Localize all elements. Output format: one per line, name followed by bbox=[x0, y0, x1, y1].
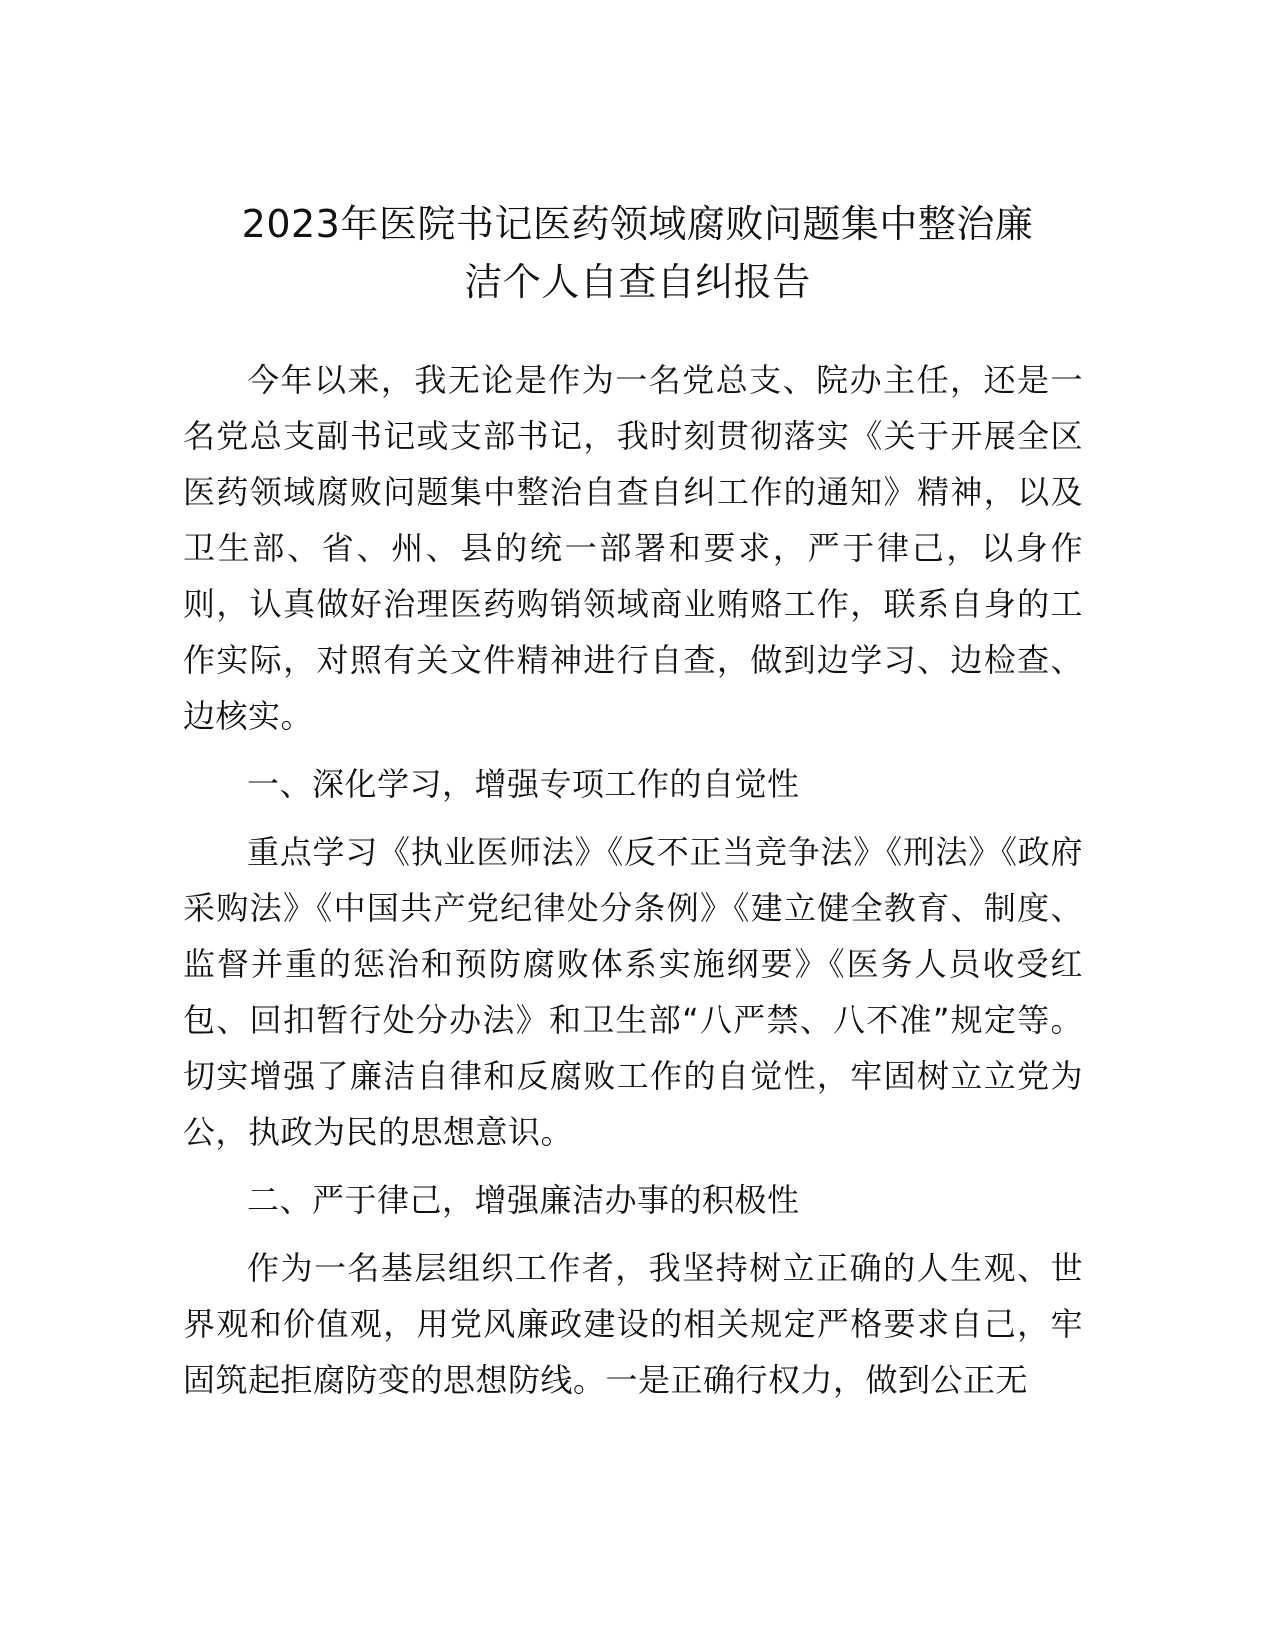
document-title bbox=[150, 195, 1125, 311]
title-line-1: 2023年医院书记医药领域腐败问题集中整治廉 bbox=[241, 202, 1034, 246]
title-line-2: 洁个人自查自纠报告 bbox=[464, 260, 811, 304]
section-2-paragraph: 作为一名基层组织工作者，我坚持树立正确的人生观、世界观和价值观，用党风廉政建设的相关规定严格要求自己，牢固筑起拒腐防变的思想防线。一是正确行权力，做到公正无 bbox=[183, 1249, 1083, 1399]
section-1-paragraph: 重点学习《执业医师法》《反不正当竞争法》《刑法》《政府采购法》《中国共产党纪律处分条例》《建立健全教育、制度、监督并重的惩治和预防腐败体系实施纲要》《医务人员收受红包、回扣暂行处分办法》和卫生部“八严禁、八不准”规定等。切实增强了廉洁自律和反腐败工作的自觉性，牢固树立立党为公，执政为民的思想意识。 bbox=[183, 833, 1083, 1151]
document-body bbox=[183, 352, 1083, 1420]
section-2-heading: 二、严于律己，增强廉洁办事的积极性 bbox=[247, 1181, 800, 1219]
intro-paragraph: 今年以来，我无论是作为一名党总支、院办主任，还是一名党总支副书记或支部书记，我时刻贯彻落实《关于开展全区医药领域腐败问题集中整治自查自纠工作的通知》精神，以及卫生部、省、州、县的统一部署和要求，严于律己，以身作则，认真做好治理医药购销领域商业贿赂工作，联系自身的工作实际，对照有关文件精神进行自查，做到边学习、边检查、边核实。 bbox=[183, 361, 1083, 735]
section-1-heading: 一、深化学习，增强专项工作的自觉性 bbox=[247, 765, 800, 803]
